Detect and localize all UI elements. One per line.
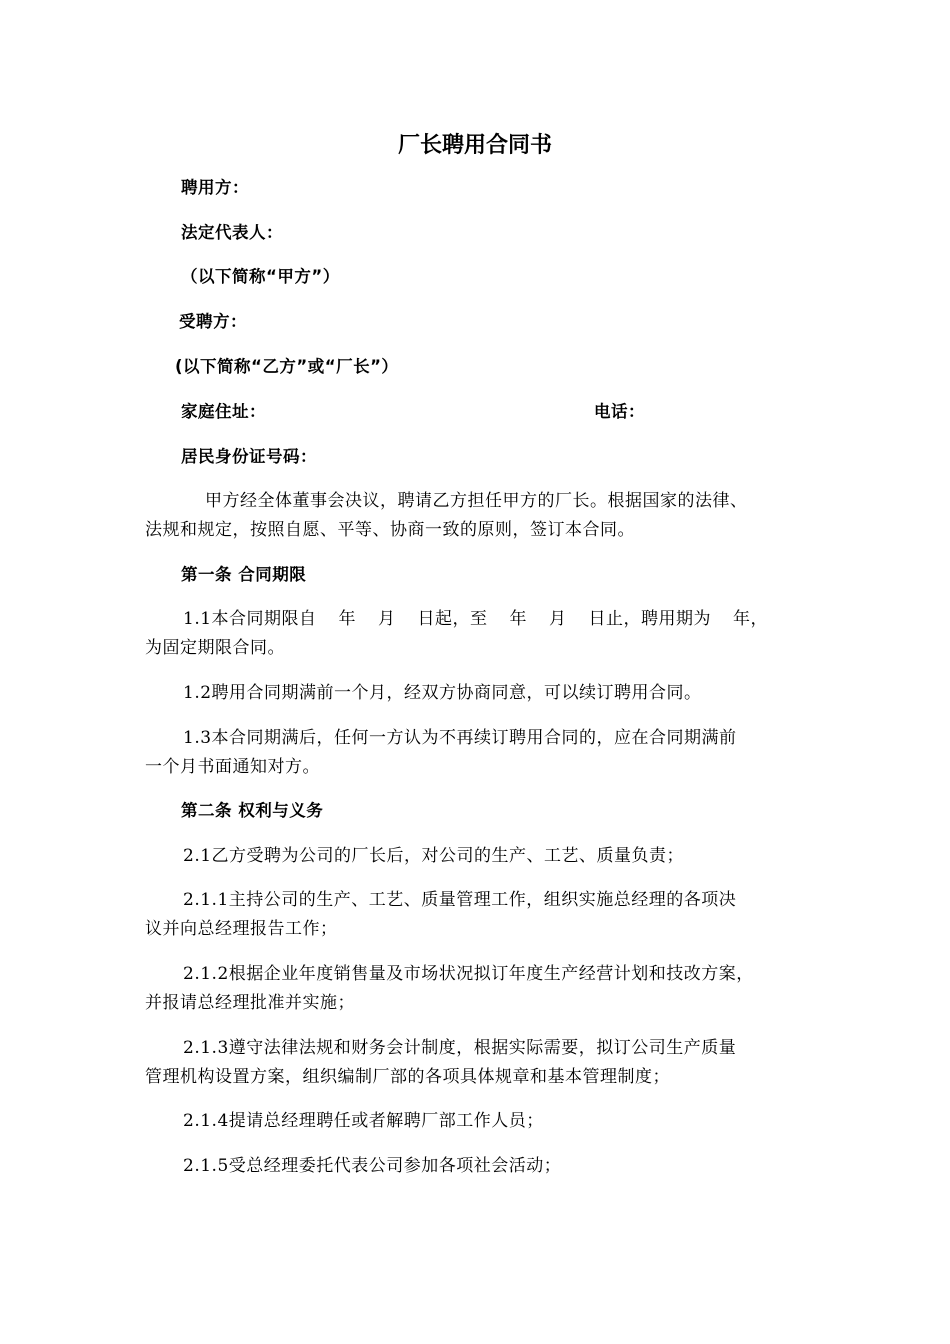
clause-2-1-4: 2.1.4提请总经理聘任或者解聘厂部工作人员； [183,1111,544,1131]
legal-rep-label: 法定代表人： [181,223,283,242]
clause-2-1-5: 2.1.5受总经理委托代表公司参加各项社会活动； [183,1156,562,1176]
party-a-label: 聘用方： [181,178,249,197]
clause-1-1-years: 年， [733,609,769,629]
clause-2-1-3-line-1: 2.1.3遵守法律法规和财务会计制度，根据实际需要，拟订公司生产质量 [183,1038,737,1058]
clause-1-2: 1.2聘用合同期满前一个月，经双方协商同意，可以续订聘用合同。 [183,683,702,703]
clause-1-1-start: 1.1本合同期限自 [183,609,317,629]
clause-1-3-line-2: 一个月书面通知对方。 [145,757,320,777]
phone-label: 电话： [594,402,645,421]
party-b-label: 受聘方： [179,312,247,331]
clause-1-1-year-2: 年 [509,609,528,629]
clause-2-1-1-line-1: 2.1.1主持公司的生产、工艺、质量管理工作，组织实施总经理的各项决 [183,890,737,910]
clause-1-1-year: 年 [338,609,357,629]
clause-1-3-line-1: 1.3本合同期满后，任何一方认为不再续订聘用合同的，应在合同期满前 [183,728,737,748]
party-b-short-name: (以下简称“乙方”或“厂长”） [175,357,399,376]
clause-1-1-line-2: 为固定期限合同。 [145,638,285,658]
document-title: 厂长聘用合同书 [397,133,552,158]
clause-2-1-2-line-2: 并报请总经理批准并实施； [145,993,355,1013]
party-a-short-name: （以下简称“甲方”） [181,267,340,286]
home-address-label: 家庭住址： [181,402,266,421]
clause-1-1-month: 月 [378,609,396,629]
clause-2-1: 2.1乙方受聘为公司的厂长后，对公司的生产、工艺、质量负责； [183,846,685,866]
clause-2-1-1-line-2: 议并向总经理报告工作； [145,919,338,939]
article-1-title: 第一条 合同期限 [181,565,307,584]
clause-2-1-2-line-1: 2.1.2根据企业年度销售量及市场状况拟订年度生产经营计划和技改方案， [183,964,754,984]
clause-1-1-line-1 [183,609,768,629]
preamble-line-2: 法规和规定，按照自愿、平等、协商一致的原则，签订本合同。 [145,520,635,540]
clause-2-1-3-line-2: 管理机构设置方案，组织编制厂部的各项具体规章和基本管理制度； [145,1067,670,1087]
preamble-line-1: 甲方经全体董事会决议，聘请乙方担任甲方的厂长。根据国家的法律、 [205,491,748,511]
id-number-label: 居民身份证号码： [181,447,317,466]
clause-1-1-from: 日起，至 [417,609,488,629]
clause-1-1-month-2: 月 [549,609,567,629]
article-2-title: 第二条 权利与义务 [181,801,324,820]
clause-1-1-to: 日止，聘用期为 [588,609,712,629]
